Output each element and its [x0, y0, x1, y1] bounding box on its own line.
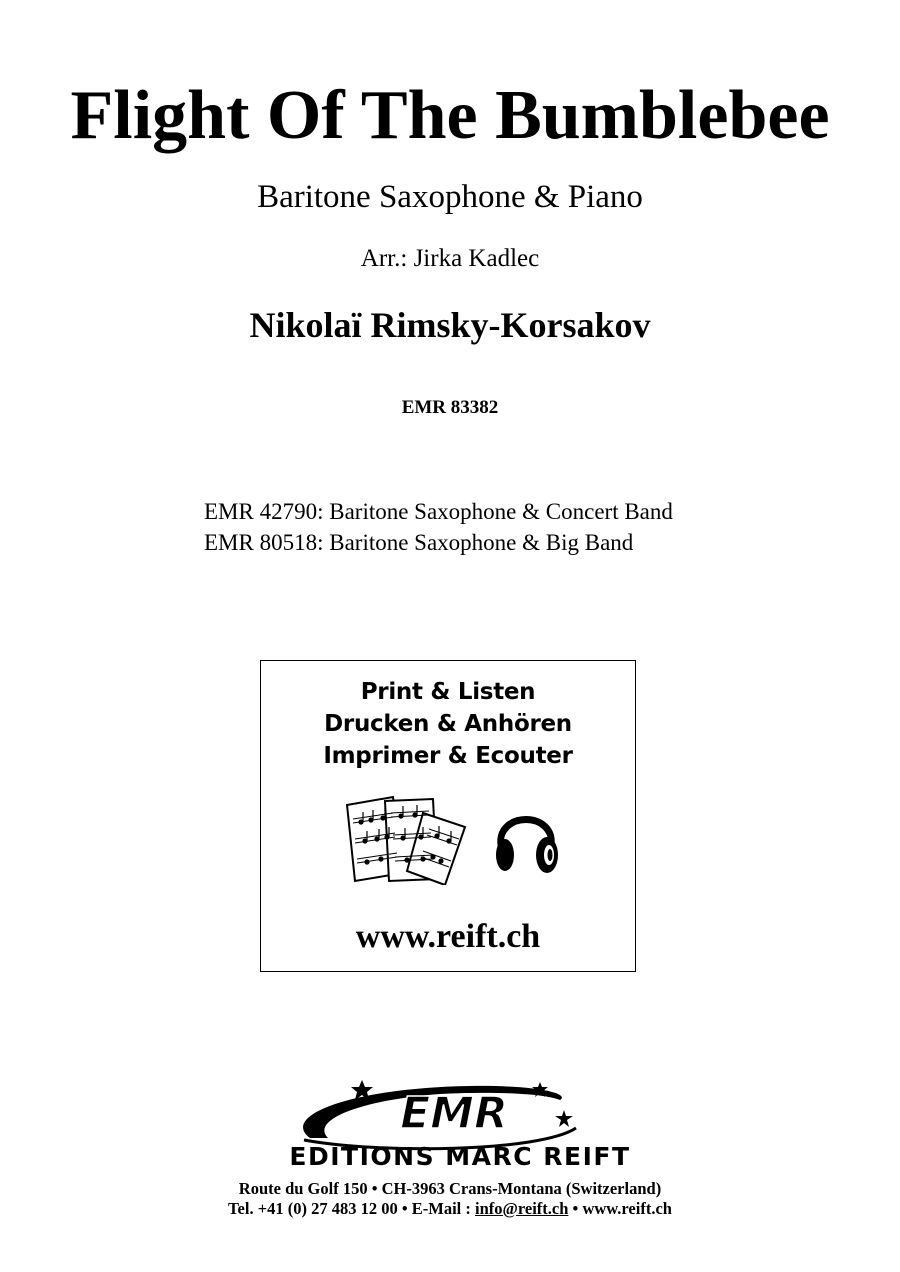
arranger: Arr.: Jirka Kadlec [360, 245, 540, 272]
promo-line-german: Drucken & Anhören [324, 711, 572, 737]
email-label: E-Mail : [411, 1199, 471, 1218]
composer: Nikolaï Rimsky-Korsakov [249, 305, 651, 345]
score-title: Flight Of The Bumblebee [70, 77, 830, 154]
other-edition-concert-band: EMR 42790: Baritone Saxophone & Concert Band [204, 499, 673, 524]
publisher-name: EDITIONS MARC REIFT [289, 1142, 631, 1171]
promo-line-english: Print & Listen [360, 679, 536, 705]
separator: • [401, 1199, 408, 1218]
instrumentation: Baritone Saxophone & Piano [257, 179, 643, 215]
svg-text:EMR: EMR [400, 1088, 508, 1139]
promo-website[interactable]: www.reift.ch [355, 918, 541, 955]
website-link[interactable]: www.reift.ch [582, 1199, 672, 1218]
publisher-phone: Tel. +41 (0) 27 483 12 00 [228, 1199, 398, 1218]
email-link[interactable]: info@reift.ch [475, 1199, 569, 1218]
publisher-contact-line [0, 1198, 900, 1220]
print-and-listen-box [260, 660, 636, 972]
publisher-address: Route du Golf 150 • CH-3963 Crans-Montana (Switzerland) [238, 1179, 662, 1198]
headphones-icon [491, 801, 561, 877]
promo-line-french: Imprimer & Ecouter [323, 743, 573, 769]
sheet-music-icon [341, 793, 469, 885]
other-edition-big-band: EMR 80518: Baritone Saxophone & Big Band [204, 530, 634, 555]
catalog-number: EMR 83382 [401, 397, 499, 418]
separator: • [572, 1199, 579, 1218]
